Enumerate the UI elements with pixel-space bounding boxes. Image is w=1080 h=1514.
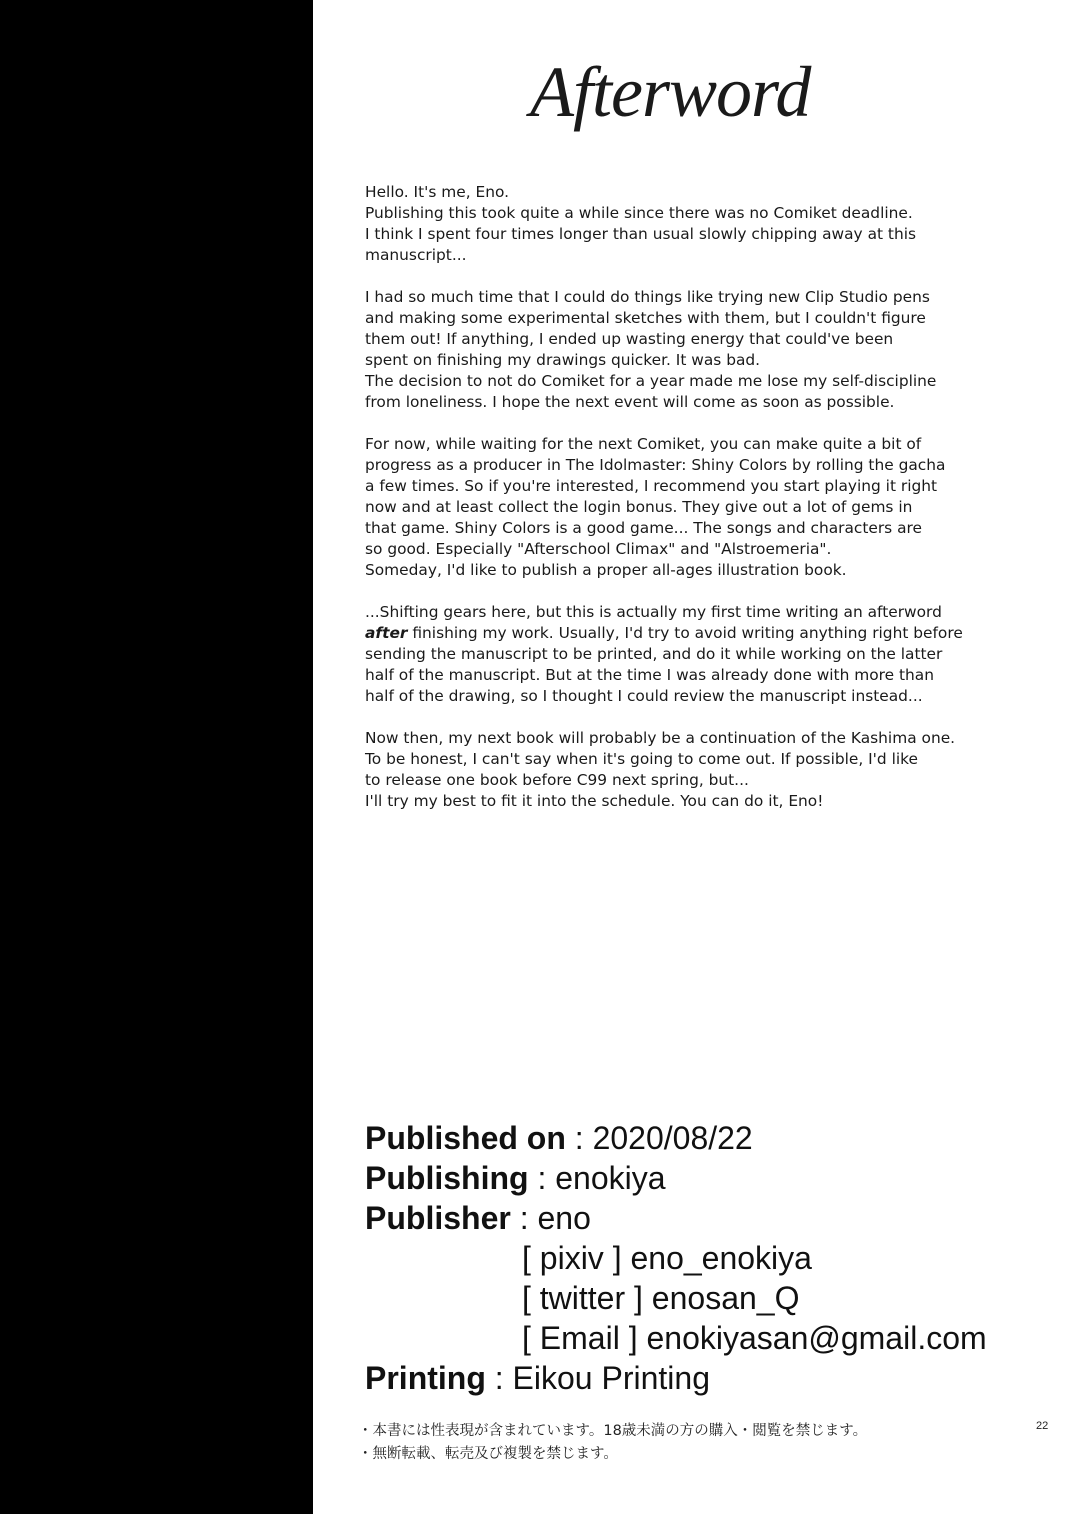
text-line: I'll try my best to fit it into the schedule. You can do it, Eno!	[365, 792, 824, 810]
page-title: Afterword	[530, 52, 811, 132]
note-no-reproduction: ・無断転載、転売及び複製を禁じます。	[358, 1446, 618, 1462]
text-line: so good. Especially "Afterschool Climax" and "Alstroemeria".	[365, 540, 832, 558]
text-line: Someday, I'd like to publish a proper all-ages illustration book.	[365, 561, 847, 579]
publisher-label: Publisher	[365, 1200, 511, 1236]
legal-notes	[358, 1420, 1018, 1466]
text-line: spent on finishing my drawings quicker. It was bad.	[365, 351, 761, 369]
text-line: The decision to not do Comiket for a year made me lose my self-discipline	[365, 372, 937, 390]
publishing-label: Publishing	[365, 1160, 529, 1196]
printing-label: Printing	[365, 1360, 486, 1396]
colophon	[365, 1118, 1065, 1398]
text-line: and making some experimental sketches with them, but I couldn't figure	[365, 309, 926, 327]
text-line: Publishing this took quite a while since there was no Comiket deadline.	[365, 204, 913, 222]
colophon-published-on	[365, 1118, 1065, 1158]
text-line: them out! If anything, I ended up wasting energy that could've been	[365, 330, 894, 348]
colophon-email: [ Email ] enokiyasan@gmail.com	[522, 1320, 987, 1356]
text-line: half of the manuscript. But at the time I was already done with more than	[365, 666, 934, 684]
text-line: ...Shifting gears here, but this is actually my first time writing an afterword	[365, 603, 942, 621]
text-line: sending the manuscript to be printed, and do it while working on the latter	[365, 645, 943, 663]
text-line: half of the drawing, so I thought I could review the manuscript instead...	[365, 687, 923, 705]
published-on-label: Published on	[365, 1120, 566, 1156]
text-line: that game. Shiny Colors is a good game... The songs and characters are	[365, 519, 922, 537]
text-line: Hello. It's me, Eno.	[365, 183, 510, 201]
text-line: For now, while waiting for the next Comiket, you can make quite a bit of	[365, 435, 922, 453]
afterword-body	[365, 182, 1065, 833]
text-line: after finishing my work. Usually, I'd try to avoid writing anything right before	[365, 624, 963, 642]
published-on-value: : 2020/08/22	[565, 1120, 753, 1156]
paragraph	[365, 182, 1065, 266]
paragraph	[365, 602, 1065, 707]
text-line: To be honest, I can't say when it's going to come out. If possible, I'd like	[365, 750, 918, 768]
colophon-pixiv: [ pixiv ] eno_enokiya	[522, 1240, 812, 1276]
printing-value: : Eikou Printing	[485, 1360, 710, 1396]
black-margin-strip	[0, 0, 313, 1514]
paragraph	[365, 434, 1065, 581]
publisher-value: : eno	[510, 1200, 591, 1236]
text-line: progress as a producer in The Idolmaster: Shiny Colors by rolling the gacha	[365, 456, 946, 474]
colophon-publisher	[365, 1198, 1065, 1238]
text-line: now and at least collect the login bonus. They give out a lot of gems in	[365, 498, 913, 516]
text-line: from loneliness. I hope the next event will come as soon as possible.	[365, 393, 895, 411]
note-age-restriction: ・本書には性表現が含まれています。18歳未満の方の購入・閲覧を禁じます。	[358, 1423, 868, 1439]
paragraph	[365, 728, 1065, 812]
colophon-publishing	[365, 1158, 1065, 1198]
page-number: 22	[1036, 1420, 1049, 1432]
text-line: I think I spent four times longer than usual slowly chipping away at this	[365, 225, 917, 243]
paragraph	[365, 287, 1065, 413]
colophon-twitter: [ twitter ] enosan_Q	[522, 1280, 800, 1316]
text-line: to release one book before C99 next spring, but...	[365, 771, 749, 789]
text-line: a few times. So if you're interested, I recommend you start playing it right	[365, 477, 938, 495]
text-line: Now then, my next book will probably be a continuation of the Kashima one.	[365, 729, 956, 747]
text-line: manuscript...	[365, 246, 467, 264]
publishing-value: : enokiya	[528, 1160, 666, 1196]
colophon-printing	[365, 1358, 1065, 1398]
text-line: I had so much time that I could do things like trying new Clip Studio pens	[365, 288, 930, 306]
